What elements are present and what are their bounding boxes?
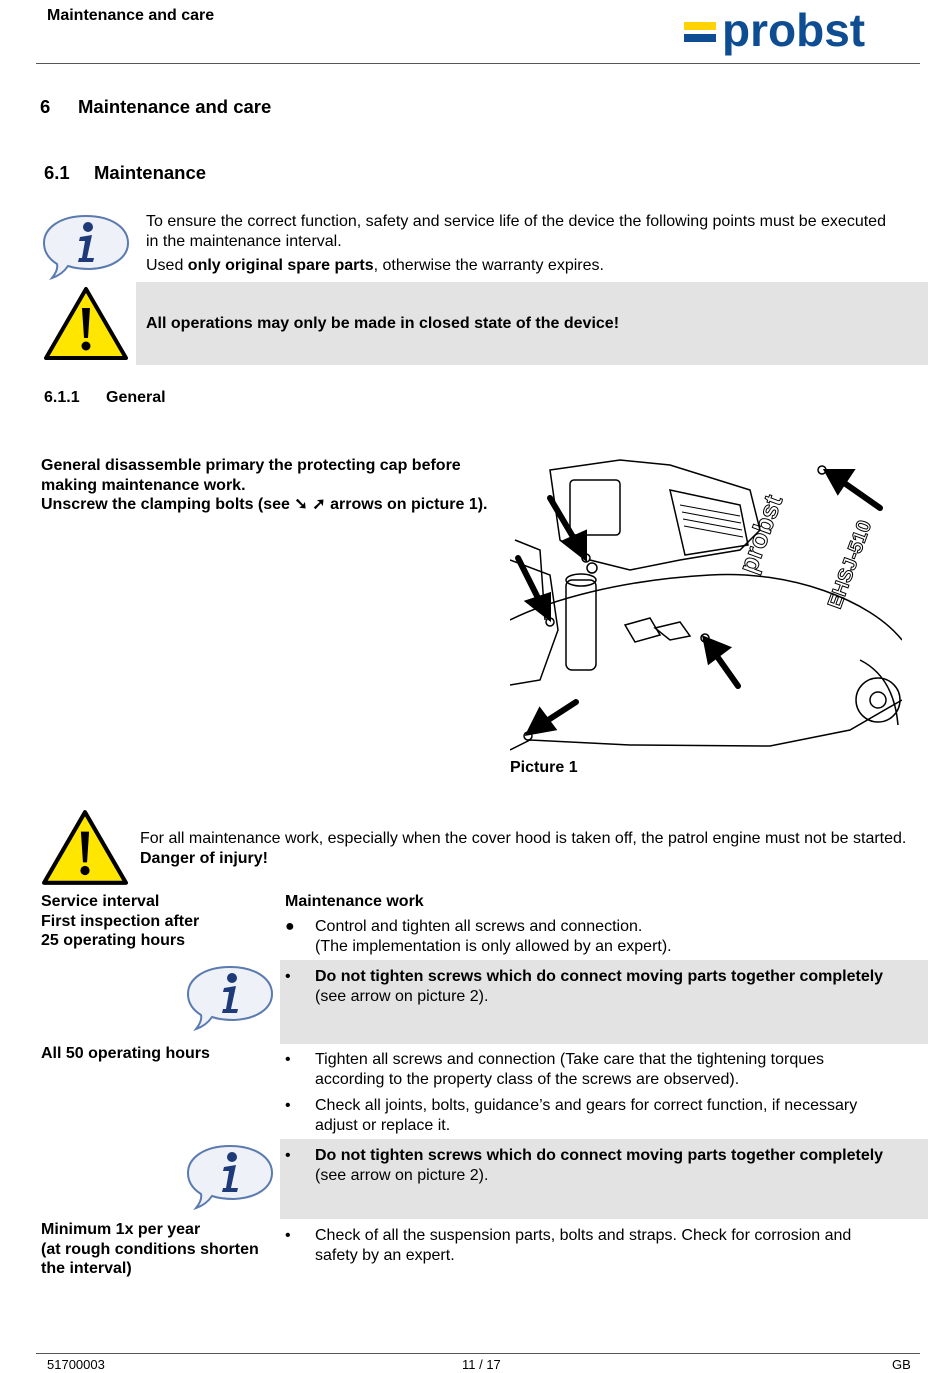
bullet: • [285, 968, 291, 985]
interval-row-2 [41, 1044, 281, 1064]
bullet: • [285, 1097, 291, 1114]
warning-icon [41, 809, 129, 887]
bullet: • [285, 1051, 291, 1068]
bullet-spacer [285, 937, 315, 957]
subsection-heading [44, 162, 206, 184]
subsection-title: Maintenance [94, 162, 207, 183]
info-text-pre: Used [146, 257, 188, 274]
interval-line: 25 operating hours [41, 932, 186, 949]
interval-line: the interval) [41, 1260, 132, 1277]
maintenance-item [285, 1050, 895, 1135]
maintenance-item [285, 917, 905, 956]
subsubsection-heading [44, 389, 166, 407]
general-line-2-post: arrows on picture 1). [325, 496, 488, 513]
warning-icon [43, 286, 129, 362]
note-box-1 [280, 960, 928, 1044]
header-rule [36, 63, 920, 64]
item-text: Control and tighten all screws and connection. [315, 918, 643, 935]
info-icon [42, 212, 130, 280]
bullet: • [285, 1227, 291, 1244]
picture-1-image [510, 450, 902, 758]
general-line-2-pre: Unscrew the clamping bolts (see [41, 496, 295, 513]
subsubsection-number: 6.1.1 [44, 389, 80, 406]
footer-rule [36, 1353, 920, 1354]
note-text [315, 1146, 883, 1185]
picture-1-caption: Picture 1 [510, 759, 578, 776]
bullet: ● [285, 918, 295, 935]
item-text: Tighten all screws and connection (Take care that the tightening torques according to the property class of the screws are observed). [315, 1051, 825, 1088]
decal-model: EHSJ-510 [824, 517, 877, 612]
bullet: • [285, 1147, 291, 1164]
interval-line: Minimum 1x per year [41, 1221, 201, 1238]
header-title: Maintenance and care [47, 7, 215, 24]
footer-page-number: 11 / 17 [462, 1357, 501, 1372]
note-bold: Do not tighten screws which do connect moving parts together completely [315, 1147, 884, 1164]
info-icon [186, 963, 274, 1031]
footer-language: GB [892, 1357, 911, 1372]
note-box-2 [280, 1139, 928, 1219]
interval-line: (at rough conditions shorten [41, 1240, 259, 1258]
section-number: 6 [40, 96, 51, 117]
interval-line: Service interval [41, 893, 160, 910]
warning-text: All operations may only be made in closed state of the device! [146, 315, 620, 332]
interval-line: All 50 operating hours [41, 1045, 210, 1062]
info-text-post: , otherwise the warranty expires. [373, 257, 604, 274]
item-text: Check of all the suspension parts, bolts and straps. Check for corrosion and safety by an expert. [315, 1227, 852, 1264]
info-icon [186, 1142, 274, 1210]
logo-text: probst [722, 8, 866, 56]
probst-logo [684, 8, 916, 60]
maintenance-work-header: Maintenance work [285, 893, 424, 910]
warning-2-text-bold: Danger of injury! [140, 849, 269, 867]
warning-2-text [140, 829, 910, 868]
warning-2-text-plain: For all maintenance work, especially when the cover hood is taken off, the patrol engine must not be started. [140, 830, 907, 847]
subsection-number: 6.1 [44, 162, 70, 183]
decal-brand: probst [732, 490, 789, 578]
section-title: Maintenance and care [78, 96, 272, 117]
note-bold: Do not tighten screws which do connect moving parts together completely [315, 968, 884, 985]
footer-doc-number: 51700003 [47, 1357, 105, 1372]
warning-box [136, 282, 928, 365]
info-text-bold: only original spare parts [187, 257, 374, 274]
item-text: Check all joints, bolts, guidance’s and gears for correct function, if necessary adjust or replace it. [315, 1097, 858, 1134]
interval-line: First inspection after [41, 912, 200, 930]
section-heading [40, 96, 271, 118]
item-text: (The implementation is only allowed by an expert). [315, 937, 672, 955]
general-line-1: General disassemble primary the protecting cap before making maintenance work. [41, 457, 461, 494]
arrows-glyph: ➘ ➚ [294, 496, 326, 513]
subsubsection-title: General [106, 389, 166, 406]
interval-row-3 [41, 1220, 281, 1279]
info-paragraph-1: To ensure the correct function, safety and service life of the device the following points must be executed in the maintenance interval. [146, 213, 886, 250]
general-line-2 [41, 495, 501, 515]
note-text [315, 967, 883, 1006]
maintenance-item [285, 1226, 895, 1265]
info-paragraph-2 [146, 256, 886, 276]
general-paragraph [41, 456, 501, 515]
note-rest: (see arrow on picture 2). [315, 1166, 489, 1184]
interval-row-1 [41, 892, 281, 951]
note-rest: (see arrow on picture 2). [315, 987, 489, 1005]
